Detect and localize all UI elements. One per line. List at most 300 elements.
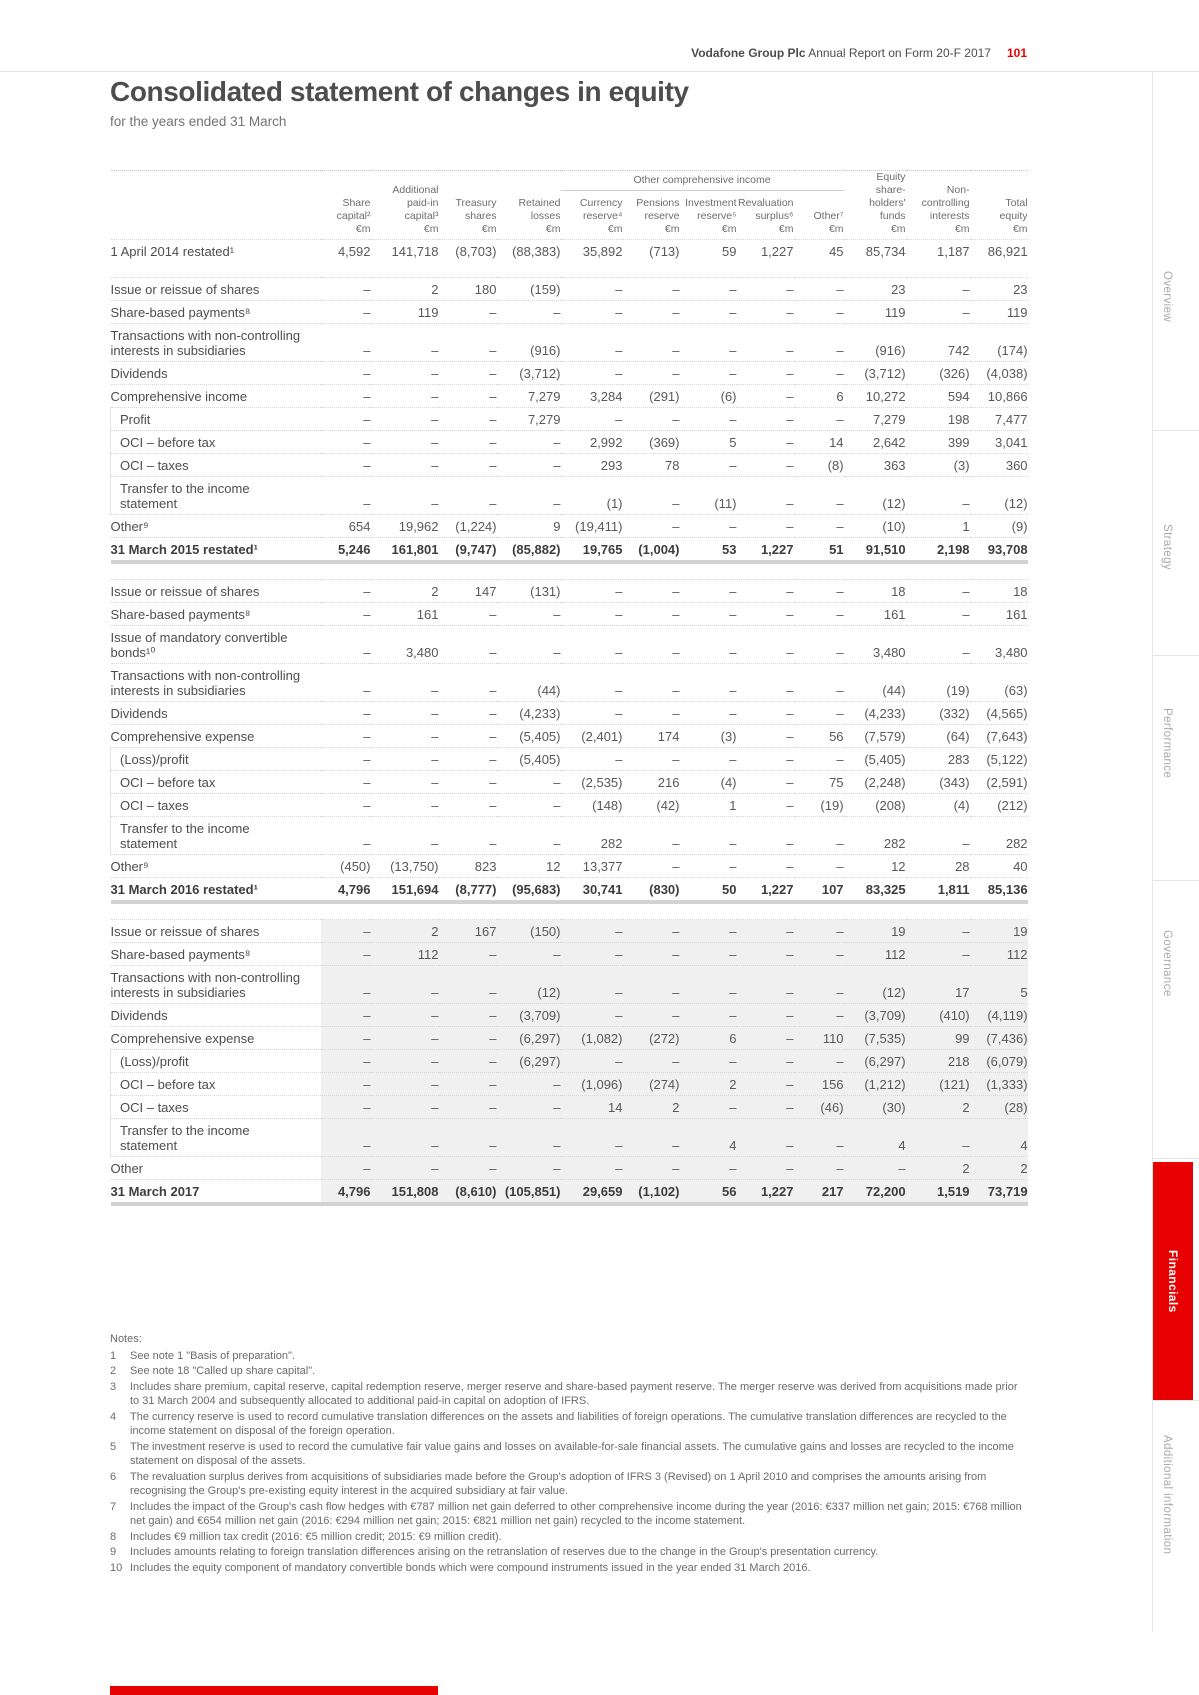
note-item (110, 1349, 1027, 1364)
cell-value: (3,712) (497, 362, 561, 385)
cell-value: 1 (680, 794, 737, 817)
note-text: The currency reserve is used to record cumulative translation differences on the assets and liabilities of foreign operations. The cumulative translation differences are recycled to the income statement on disposal of the foreign operation. (130, 1410, 1007, 1437)
row-label: Issue or reissue of shares (111, 580, 321, 603)
cell-value: – (623, 966, 680, 1004)
cell-value: – (794, 408, 844, 431)
cell-value: 59 (680, 240, 737, 263)
cell-value: – (623, 278, 680, 301)
cell-value: 28 (906, 855, 970, 878)
cell-value: – (737, 794, 794, 817)
note-text: Includes the equity component of mandatory convertible bonds which were compound instruments issued in the year ended 31 March 2016. (130, 1561, 811, 1574)
table-row (111, 362, 1028, 385)
cell-value: (1,333) (970, 1073, 1028, 1096)
cell-value: 216 (623, 771, 680, 794)
report-brand: Vodafone Group Plc (691, 46, 806, 60)
row-label: OCI – taxes (111, 794, 321, 817)
cell-value: 72,200 (844, 1180, 906, 1205)
cell-value: – (561, 324, 623, 362)
cell-value: 17 (906, 966, 970, 1004)
cell-value: – (737, 1073, 794, 1096)
cell-value: – (680, 817, 737, 855)
sidebar-section-divider (1152, 880, 1199, 881)
cell-value: – (371, 966, 439, 1004)
cell-value: – (439, 1050, 497, 1073)
cell-value: – (371, 1027, 439, 1050)
equity-table-container (110, 170, 1040, 1206)
cell-value: (5,405) (844, 748, 906, 771)
cell-value: – (321, 431, 371, 454)
cell-value: – (906, 477, 970, 515)
cell-value: (6,079) (970, 1050, 1028, 1073)
table-row (111, 515, 1028, 538)
table-row (111, 1157, 1028, 1180)
cell-value: 217 (794, 1180, 844, 1205)
cell-value: – (321, 943, 371, 966)
cell-value: – (680, 408, 737, 431)
cell-value: (28) (970, 1096, 1028, 1119)
cell-value: (150) (497, 920, 561, 943)
note-text: Includes €9 million tax credit (2016: €5 million credit; 2015: €9 million credit). (130, 1530, 502, 1543)
cell-value: (4,233) (844, 702, 906, 725)
cell-value: – (737, 278, 794, 301)
note-number: 5 (110, 1440, 117, 1453)
cell-value: (291) (623, 385, 680, 408)
cell-value: (3) (680, 725, 737, 748)
cell-value: – (906, 943, 970, 966)
cell-value: – (497, 794, 561, 817)
cell-value: (916) (497, 324, 561, 362)
cell-value: – (371, 1119, 439, 1157)
row-label: OCI – before tax (111, 431, 321, 454)
cell-value: (274) (623, 1073, 680, 1096)
cell-value: (6,297) (497, 1027, 561, 1050)
cell-value: – (321, 1119, 371, 1157)
cell-value: 5 (970, 966, 1028, 1004)
cell-value: (3,712) (844, 362, 906, 385)
cell-value: – (497, 626, 561, 664)
cell-value: – (623, 515, 680, 538)
cell-value: (6,297) (497, 1050, 561, 1073)
cell-value: – (737, 725, 794, 748)
cell-value: – (321, 1096, 371, 1119)
cell-value: 119 (371, 301, 439, 324)
cell-value: – (906, 626, 970, 664)
cell-value: (326) (906, 362, 970, 385)
table-row (111, 702, 1028, 725)
cell-value: (8,610) (439, 1180, 497, 1205)
cell-value: – (680, 278, 737, 301)
cell-value: 161 (371, 603, 439, 626)
cell-value: – (737, 515, 794, 538)
cell-value: – (439, 324, 497, 362)
row-label: Dividends (111, 1004, 321, 1027)
note-number: 9 (110, 1546, 117, 1558)
cell-value: (916) (844, 324, 906, 362)
note-number: 1 (110, 1349, 117, 1362)
cell-value: – (623, 1050, 680, 1073)
cell-value: (9) (970, 515, 1028, 538)
table-row (111, 748, 1028, 771)
cell-value: (64) (906, 725, 970, 748)
cell-value: 86,921 (970, 240, 1028, 263)
cell-value: (42) (623, 794, 680, 817)
cell-value: – (794, 1050, 844, 1073)
cell-value: – (737, 1004, 794, 1027)
table-row (111, 431, 1028, 454)
note-item (110, 1364, 1027, 1379)
cell-value: – (561, 1119, 623, 1157)
cell-value: – (497, 1157, 561, 1180)
cell-value: – (439, 1004, 497, 1027)
cell-value: (131) (497, 580, 561, 603)
cell-value: – (371, 408, 439, 431)
cell-value: – (561, 664, 623, 702)
cell-value: 6 (680, 1027, 737, 1050)
cell-value: 56 (680, 1180, 737, 1205)
cell-value: (12) (844, 477, 906, 515)
column-header: Equity share- holders' funds €m (869, 171, 906, 235)
table-row (111, 943, 1028, 966)
cell-value: – (623, 477, 680, 515)
cell-value: 2 (906, 1157, 970, 1180)
cell-value: 45 (794, 240, 844, 263)
cell-value: 53 (680, 538, 737, 563)
table-row (111, 454, 1028, 477)
cell-value: (88,383) (497, 240, 561, 263)
cell-value: 5,246 (321, 538, 371, 563)
cell-value: – (623, 580, 680, 603)
cell-value: – (561, 362, 623, 385)
cell-value: 51 (794, 538, 844, 563)
cell-value: – (680, 966, 737, 1004)
cell-value: – (680, 454, 737, 477)
cell-value: (208) (844, 794, 906, 817)
cell-value: – (737, 966, 794, 1004)
cell-value: 2,198 (906, 538, 970, 563)
sidebar-tab-governance[interactable]: Governance (1161, 930, 1173, 997)
cell-value: 1,519 (906, 1180, 970, 1205)
row-label: 1 April 2014 restated¹ (111, 240, 321, 263)
cell-value: – (321, 477, 371, 515)
report-header (110, 46, 1027, 60)
note-number: 6 (110, 1470, 117, 1483)
cell-value: (121) (906, 1073, 970, 1096)
cell-value: (4,038) (970, 362, 1028, 385)
cell-value: – (371, 1096, 439, 1119)
cell-value: 4,796 (321, 1180, 371, 1205)
cell-value: 2 (906, 1096, 970, 1119)
cell-value: – (321, 725, 371, 748)
cell-value: 3,480 (844, 626, 906, 664)
cell-value: – (497, 454, 561, 477)
cell-value: 283 (906, 748, 970, 771)
cell-value: 167 (439, 920, 497, 943)
cell-value: 7,477 (970, 408, 1028, 431)
row-label: Other (111, 1157, 321, 1180)
cell-value: – (371, 362, 439, 385)
cell-value: – (321, 920, 371, 943)
cell-value: – (623, 920, 680, 943)
cell-value: (343) (906, 771, 970, 794)
cell-value: 10,866 (970, 385, 1028, 408)
cell-value: – (561, 702, 623, 725)
cell-value: – (680, 943, 737, 966)
cell-value: – (906, 603, 970, 626)
cell-value: – (321, 664, 371, 702)
cell-value: (4,119) (970, 1004, 1028, 1027)
cell-value: – (623, 301, 680, 324)
cell-value: – (321, 1004, 371, 1027)
cell-value: 3,041 (970, 431, 1028, 454)
cell-value: – (321, 454, 371, 477)
cell-value: 293 (561, 454, 623, 477)
cell-value: – (439, 817, 497, 855)
cell-value: (44) (844, 664, 906, 702)
cell-value: – (321, 580, 371, 603)
cell-value: – (680, 515, 737, 538)
cell-value: – (906, 817, 970, 855)
table-row (111, 1004, 1028, 1027)
cell-value: 1,187 (906, 240, 970, 263)
table-row (111, 538, 1028, 563)
column-header-rowlabel (111, 171, 321, 240)
cell-value: – (561, 748, 623, 771)
cell-value: 30,741 (561, 878, 623, 903)
cell-value: – (321, 702, 371, 725)
cell-value: – (680, 1157, 737, 1180)
cell-value: – (680, 1050, 737, 1073)
cell-value: 83,325 (844, 878, 906, 903)
cell-value: 91,510 (844, 538, 906, 563)
cell-value: – (623, 408, 680, 431)
cell-value: – (371, 385, 439, 408)
cell-value: – (737, 454, 794, 477)
cell-value: – (737, 301, 794, 324)
cell-value: – (561, 1050, 623, 1073)
sidebar-tab-financials[interactable] (1153, 1162, 1193, 1400)
note-text: Includes amounts relating to foreign translation differences arising on the retranslation of reserves due to the change in the Group's presentation currency. (130, 1546, 879, 1558)
cell-value: – (794, 855, 844, 878)
table-row (111, 855, 1028, 878)
cell-value: 2,992 (561, 431, 623, 454)
cell-value: 2 (371, 580, 439, 603)
page-subtitle: for the years ended 31 March (110, 114, 287, 129)
cell-value: (148) (561, 794, 623, 817)
cell-value: 218 (906, 1050, 970, 1073)
cell-value: (8,777) (439, 878, 497, 903)
cell-value: (95,683) (497, 878, 561, 903)
cell-value: – (497, 477, 561, 515)
cell-value: 10,272 (844, 385, 906, 408)
note-text: The investment reserve is used to record the cumulative fair value gains and losses on available-for-sale financial assets. The cumulative gains and losses are recycled to the income statement on disposal of the assets. (130, 1440, 1014, 1467)
cell-value: – (321, 817, 371, 855)
cell-value: 6 (794, 385, 844, 408)
cell-value: – (371, 664, 439, 702)
cell-value: – (497, 431, 561, 454)
cell-value: – (737, 943, 794, 966)
cell-value: 1,227 (737, 1180, 794, 1205)
note-text: See note 1 "Basis of preparation". (130, 1349, 295, 1362)
cell-value: 198 (906, 408, 970, 431)
cell-value: – (321, 324, 371, 362)
cell-value: – (321, 408, 371, 431)
cell-value: (13,750) (371, 855, 439, 878)
cell-value: 14 (561, 1096, 623, 1119)
cell-value: – (680, 664, 737, 702)
row-label: OCI – taxes (111, 1096, 321, 1119)
cell-value: – (737, 1096, 794, 1119)
cell-value: (1,102) (623, 1180, 680, 1205)
sidebar-tab-strategy[interactable]: Strategy (1161, 524, 1173, 571)
cell-value: – (623, 362, 680, 385)
cell-value: – (371, 1004, 439, 1027)
cell-value: – (737, 626, 794, 664)
cell-value: – (623, 603, 680, 626)
cell-value: (3) (906, 454, 970, 477)
row-label: Issue of mandatory convertible bonds¹⁰ (111, 626, 321, 664)
sidebar-tab-additional-information[interactable]: Additional information (1161, 1435, 1173, 1555)
cell-value: 1,227 (737, 878, 794, 903)
cell-value: – (737, 1027, 794, 1050)
cell-value: – (439, 301, 497, 324)
table-row (111, 1180, 1028, 1205)
cell-value: – (623, 855, 680, 878)
cell-value: – (680, 1004, 737, 1027)
cell-value: 13,377 (561, 855, 623, 878)
cell-value: – (439, 794, 497, 817)
cell-value: – (439, 362, 497, 385)
cell-value: – (737, 477, 794, 515)
cell-value: – (623, 748, 680, 771)
cell-value: – (794, 580, 844, 603)
table-row (111, 1119, 1028, 1157)
cell-value: – (794, 278, 844, 301)
cell-value: – (439, 1157, 497, 1180)
cell-value: 3,284 (561, 385, 623, 408)
sidebar-tab-overview[interactable]: Overview (1161, 271, 1173, 323)
cell-value: 85,734 (844, 240, 906, 263)
cell-value: (46) (794, 1096, 844, 1119)
cell-value: – (794, 1004, 844, 1027)
section-gap (111, 902, 1028, 920)
cell-value: – (371, 477, 439, 515)
cell-value: – (623, 1157, 680, 1180)
cell-value: – (680, 702, 737, 725)
cell-value: (1,096) (561, 1073, 623, 1096)
row-label: Share-based payments⁸ (111, 943, 321, 966)
cell-value: 147 (439, 580, 497, 603)
cell-value: – (737, 603, 794, 626)
cell-value: – (371, 725, 439, 748)
column-header: Total equity €m (999, 197, 1028, 235)
cell-value: 93,708 (970, 538, 1028, 563)
cell-value: 110 (794, 1027, 844, 1050)
cell-value: – (497, 1119, 561, 1157)
cell-value: (9,747) (439, 538, 497, 563)
cell-value: (2,248) (844, 771, 906, 794)
note-text: The revaluation surplus derives from acquisitions of subsidiaries made before the Group's adoption of IFRS 3 (Revised) on 1 April 2010 and comprises the amounts arising from recognising the Group's pre-existing equity interest in the acquired subsidiary at fair value. (130, 1470, 987, 1497)
cell-value: (5,405) (497, 748, 561, 771)
cell-value: – (439, 477, 497, 515)
cell-value: (11) (680, 477, 737, 515)
table-row (111, 477, 1028, 515)
cell-value: (12) (844, 966, 906, 1004)
cell-value: – (561, 943, 623, 966)
cell-value: (6) (680, 385, 737, 408)
cell-value: – (497, 771, 561, 794)
cell-value: 1,227 (737, 538, 794, 563)
table-row (111, 771, 1028, 794)
row-label: Transactions with non-controlling interests in subsidiaries (111, 966, 321, 1004)
note-number: 4 (110, 1410, 117, 1423)
cell-value: – (680, 748, 737, 771)
cell-value: (4,233) (497, 702, 561, 725)
cell-value: 282 (970, 817, 1028, 855)
cell-value: – (737, 324, 794, 362)
cell-value: (830) (623, 878, 680, 903)
cell-value: – (561, 1004, 623, 1027)
notes-section (110, 1332, 1027, 1576)
row-label: Transactions with non-controlling interests in subsidiaries (111, 664, 321, 702)
note-text: Includes the impact of the Group's cash flow hedges with €787 million net gain deferred to other comprehensive income during the year (2016: €337 million net gain; 2015: €768 million net gain) and €654 million net gain (2016: €294 million net gain; 2015: €821 million net gain) recycled to the income statement. (130, 1500, 1022, 1527)
column-header: Share capital² €m (336, 197, 371, 235)
cell-value: (105,851) (497, 1180, 561, 1205)
cell-value: (10) (844, 515, 906, 538)
cell-value: (19) (794, 794, 844, 817)
cell-value: 2 (371, 278, 439, 301)
cell-value: 19,765 (561, 538, 623, 563)
cell-value: – (561, 920, 623, 943)
cell-value: 2 (680, 1073, 737, 1096)
cell-value: – (680, 855, 737, 878)
note-item (110, 1545, 1027, 1560)
cell-value: 78 (623, 454, 680, 477)
note-item (110, 1380, 1027, 1409)
cell-value: 156 (794, 1073, 844, 1096)
cell-value: (7,579) (844, 725, 906, 748)
cell-value: 151,694 (371, 878, 439, 903)
cell-value: – (737, 920, 794, 943)
cell-value: 7,279 (844, 408, 906, 431)
cell-value: 14 (794, 431, 844, 454)
sidebar-tab-label: Financials (1166, 1249, 1180, 1313)
cell-value: 18 (844, 580, 906, 603)
cell-value: (332) (906, 702, 970, 725)
table-row (111, 725, 1028, 748)
row-label: Transfer to the income statement (111, 1119, 321, 1157)
cell-value: – (906, 580, 970, 603)
footer-accent-bar (110, 1686, 438, 1695)
cell-value: – (794, 477, 844, 515)
table-row (111, 1073, 1028, 1096)
notes-list (110, 1349, 1027, 1576)
cell-value: – (371, 454, 439, 477)
cell-value: 3,480 (371, 626, 439, 664)
sidebar-tab-performance[interactable]: Performance (1161, 708, 1173, 779)
cell-value: – (439, 664, 497, 702)
note-number: 2 (110, 1365, 117, 1377)
cell-value: – (371, 431, 439, 454)
cell-value: (1) (561, 477, 623, 515)
sidebar-section-divider (1152, 430, 1199, 431)
cell-value: – (561, 580, 623, 603)
table-row (111, 626, 1028, 664)
table-row (111, 240, 1028, 263)
cell-value: – (680, 1096, 737, 1119)
cell-value: (713) (623, 240, 680, 263)
cell-value: (174) (970, 324, 1028, 362)
cell-value: 29,659 (561, 1180, 623, 1205)
